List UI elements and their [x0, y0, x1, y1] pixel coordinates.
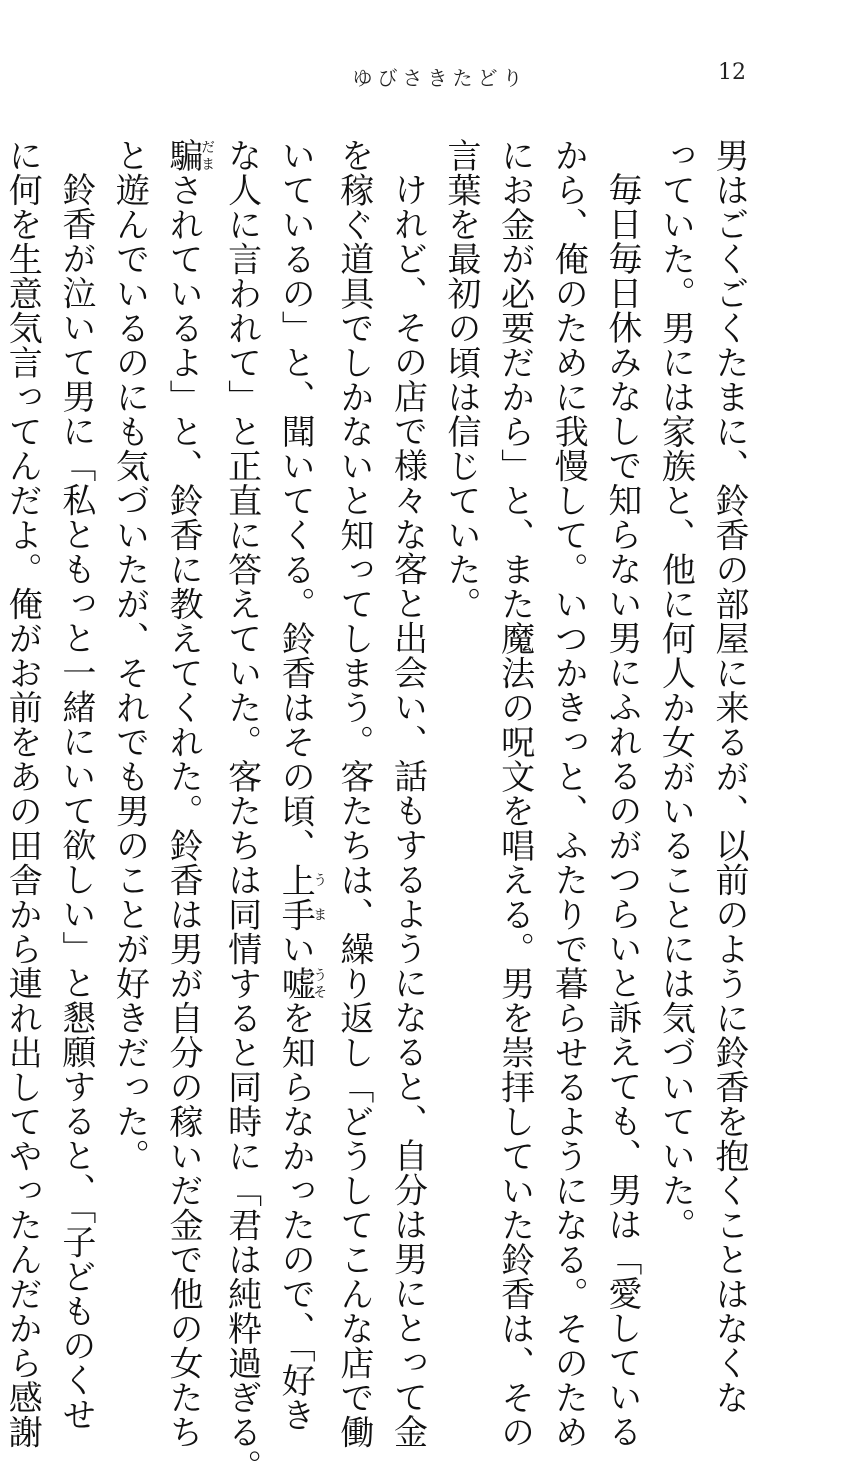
running-head-title: ゆびさきたどり	[352, 66, 528, 90]
text-line: 鈴香が泣いて男に「私ともっと一緒にいて欲しい」と懇願すると、「子どものくせ	[55, 172, 96, 1432]
text-line: と遊んでいるのにも気づいたが、それでも男のことが好きだった。	[109, 138, 150, 1173]
text-line: を稼ぐ道具でしかないと知ってしまう。客たちは、繰り返し「どうしてこんな店で働	[333, 138, 374, 1449]
text-line: 毎日毎日休みなしで知らない男にふれるのがつらいと訴えても、男は「愛している	[601, 172, 642, 1449]
ruby-reading: だま	[199, 138, 216, 173]
text-line: けれど、その店で様々な客と出会い、話もするようになると、自分は男にとって金	[387, 172, 428, 1449]
ruby-word: 嘘うそ	[275, 966, 328, 1001]
page-number: 12	[718, 60, 746, 85]
ruby-reading: うま	[311, 862, 328, 932]
ruby-word: 騙だま	[163, 138, 216, 173]
ruby-word: 上手うま	[275, 862, 328, 932]
text-line: っていた。男には家族と、他に何人か女がいることには気づいていた。	[655, 138, 696, 1242]
text-line: 言葉を最初の頃は信じていた。	[441, 138, 482, 621]
text-line: に何を生意気言ってんだよ。俺がお前をあの田舎から連れ出してやったんだから感謝	[2, 138, 43, 1449]
body-text	[2, 138, 755, 1484]
text-line: 男はごくごくたまに、鈴香の部屋に来るが、以前のように鈴香を抱くことはなくな	[709, 138, 749, 1415]
text-line: いているの」と、聞いてくる。鈴香はその頃、上手うまい嘘うそを知らなかったので、「好き	[275, 138, 328, 1432]
ruby-reading: うそ	[311, 966, 328, 1001]
text-line: な人に言われて」と正直に答えていた。客たちは同情すると同時に「君は純粋過ぎる。	[221, 138, 262, 1484]
text-line: 騙だまされているよ」と、鈴香に教えてくれた。鈴香は男が自分の稼いだ金で他の女たち	[163, 138, 216, 1449]
text-line: から、俺のために我慢して。いつかきっと、ふたりで暮らせるようになる。そのため	[548, 138, 589, 1449]
text-line: にお金が必要だから」と、また魔法の呪文を唱える。男を崇拝していた鈴香は、その	[494, 138, 535, 1449]
